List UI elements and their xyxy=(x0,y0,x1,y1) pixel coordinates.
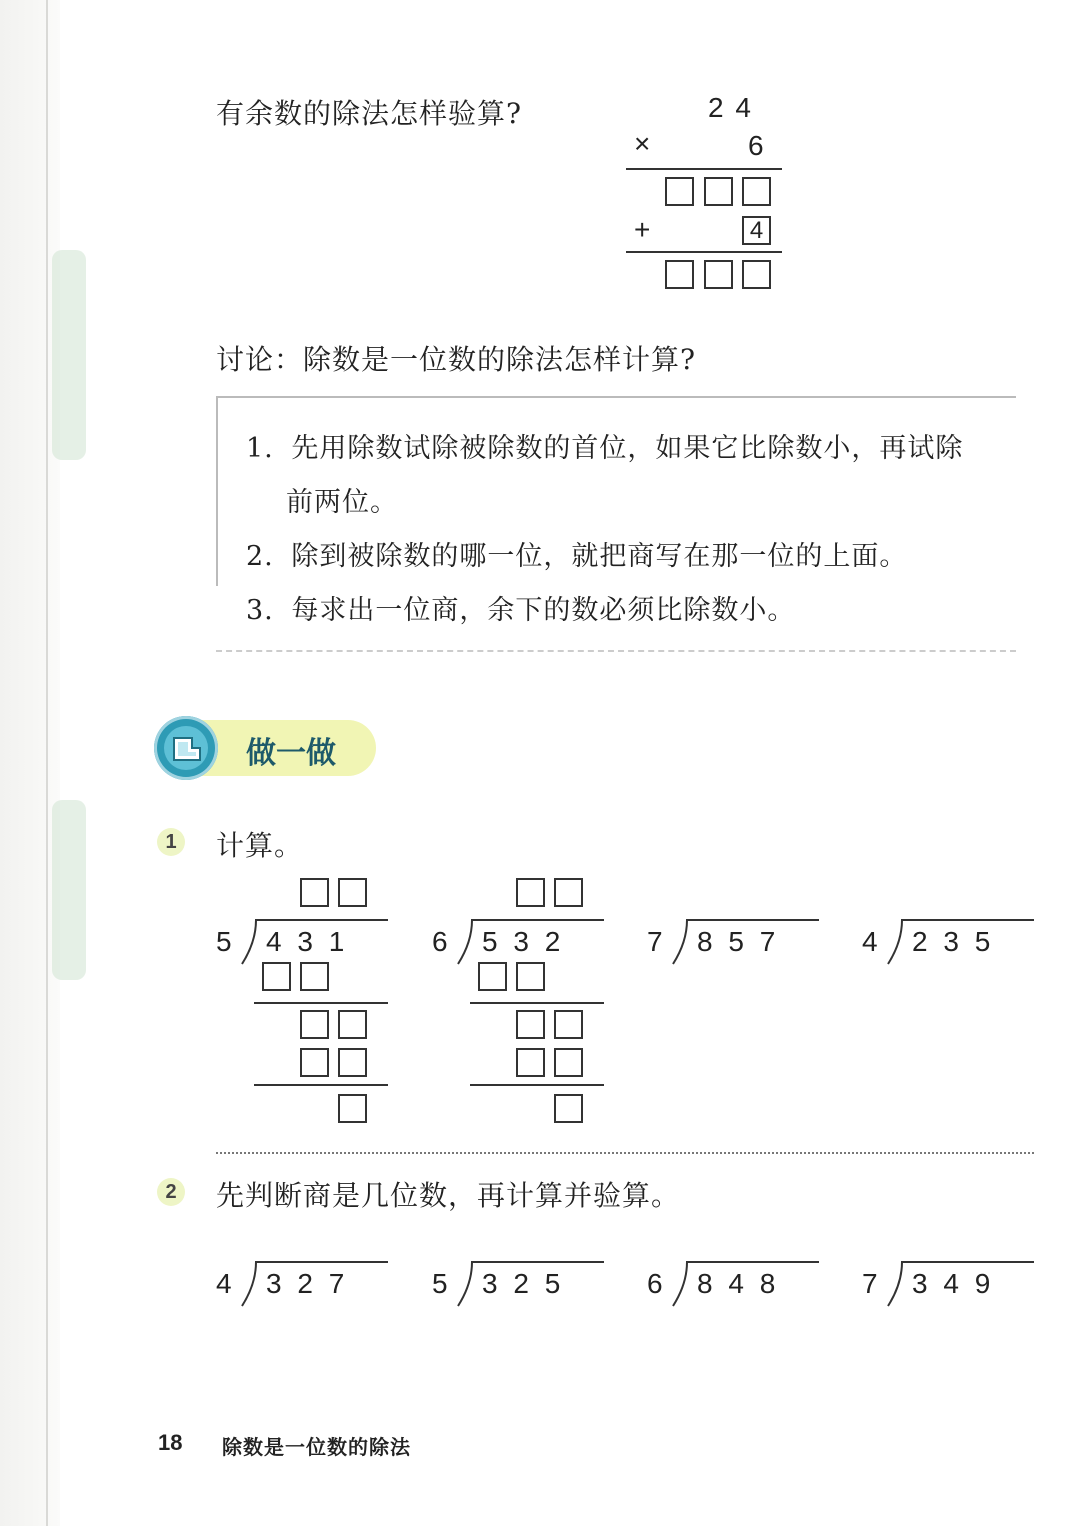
answer-box[interactable] xyxy=(338,1010,367,1039)
subtraction-line xyxy=(254,1084,388,1086)
dividend: 4 3 1 xyxy=(266,926,349,957)
division-problem xyxy=(647,1260,827,1320)
rule-number: 3. xyxy=(246,595,274,626)
answer-box[interactable] xyxy=(300,1010,329,1039)
pencil-icon xyxy=(154,716,218,780)
divisor: 4 xyxy=(862,926,878,957)
answer-box[interactable] xyxy=(338,1094,367,1123)
binding-line xyxy=(46,0,48,1526)
dividend: 5 3 2 xyxy=(482,926,565,957)
divisor: 4 xyxy=(216,1268,232,1299)
divisor: 5 xyxy=(432,1268,448,1299)
dividend: 2 3 5 xyxy=(912,926,995,957)
rules-box xyxy=(216,396,1016,652)
chapter-title: 除数是一位数的除法 xyxy=(222,1435,411,1459)
answer-box[interactable] xyxy=(516,1010,545,1039)
rule-text: 先用除数试除被除数的首位，如果它比除数小，再试除 xyxy=(291,433,964,464)
exercise-number-badge: 2 xyxy=(157,1178,185,1206)
dividend: 3 4 9 xyxy=(912,1268,995,1299)
exercise-title: 先判断商是几位数，再计算并验算。 xyxy=(216,1179,681,1212)
rule-item xyxy=(246,534,907,573)
product-line xyxy=(626,168,782,170)
division-problem xyxy=(862,1260,1042,1320)
answer-box[interactable] xyxy=(300,1048,329,1077)
answer-box[interactable] xyxy=(554,1094,583,1123)
multiplicand: 2 4 xyxy=(708,92,753,123)
answer-box[interactable] xyxy=(516,962,545,991)
verification-question: 有余数的除法怎样验算? xyxy=(216,97,523,130)
section-divider xyxy=(216,1152,1034,1154)
divisor: 5 xyxy=(216,926,232,957)
answer-box[interactable] xyxy=(742,177,771,206)
subtraction-line xyxy=(470,1002,604,1004)
answer-box[interactable] xyxy=(516,878,545,907)
rule-text: 除到被除数的哪一位，就把商写在那一位的上面。 xyxy=(291,541,908,572)
page-gutter xyxy=(0,0,60,1526)
division-problem xyxy=(862,918,1042,978)
division-problem xyxy=(216,1260,396,1320)
divisor: 7 xyxy=(862,1268,878,1299)
answer-box[interactable] xyxy=(300,878,329,907)
answer-box[interactable] xyxy=(665,260,694,289)
page-number: 18 xyxy=(158,1430,183,1455)
answer-box[interactable] xyxy=(704,260,733,289)
discussion-question: 讨论：除数是一位数的除法怎样计算? xyxy=(216,343,697,376)
answer-box[interactable] xyxy=(338,1048,367,1077)
answer-box[interactable] xyxy=(262,962,291,991)
divisor: 6 xyxy=(432,926,448,957)
division-problem xyxy=(647,918,827,978)
rule-text: 每求出一位商，余下的数必须比除数小。 xyxy=(291,595,796,626)
dividend: 8 4 8 xyxy=(697,1268,780,1299)
answer-box[interactable] xyxy=(300,962,329,991)
dividend: 3 2 5 xyxy=(482,1268,565,1299)
exercise-title: 计算。 xyxy=(216,829,304,862)
margin-smudge xyxy=(52,250,86,460)
answer-box[interactable] xyxy=(478,962,507,991)
margin-smudge xyxy=(52,800,86,980)
remainder-box: 4 xyxy=(742,216,771,245)
answer-box[interactable] xyxy=(665,177,694,206)
subtraction-line xyxy=(254,1002,388,1004)
divisor: 6 xyxy=(647,1268,663,1299)
dividend: 8 5 7 xyxy=(697,926,780,957)
answer-box[interactable] xyxy=(704,177,733,206)
answer-box[interactable] xyxy=(554,1048,583,1077)
rule-number: 1. xyxy=(246,433,274,464)
answer-box[interactable] xyxy=(554,878,583,907)
answer-box[interactable] xyxy=(742,260,771,289)
rule-number: 2. xyxy=(246,541,274,572)
sum-line xyxy=(626,251,782,253)
rule-continuation: 前两位。 xyxy=(286,487,398,518)
subtraction-line xyxy=(470,1084,604,1086)
exercise-number-badge: 1 xyxy=(157,828,185,856)
banner-title: 做一做 xyxy=(246,736,336,771)
plus-sign: + xyxy=(634,214,651,245)
divisor: 7 xyxy=(647,926,663,957)
times-sign: × xyxy=(634,128,651,159)
answer-box[interactable] xyxy=(338,878,367,907)
dividend: 3 2 7 xyxy=(266,1268,349,1299)
multiplier: 6 xyxy=(748,130,764,161)
division-problem xyxy=(432,1260,612,1320)
answer-box[interactable] xyxy=(554,1010,583,1039)
rule-item xyxy=(246,426,963,465)
rule-item xyxy=(246,588,795,627)
answer-box[interactable] xyxy=(516,1048,545,1077)
